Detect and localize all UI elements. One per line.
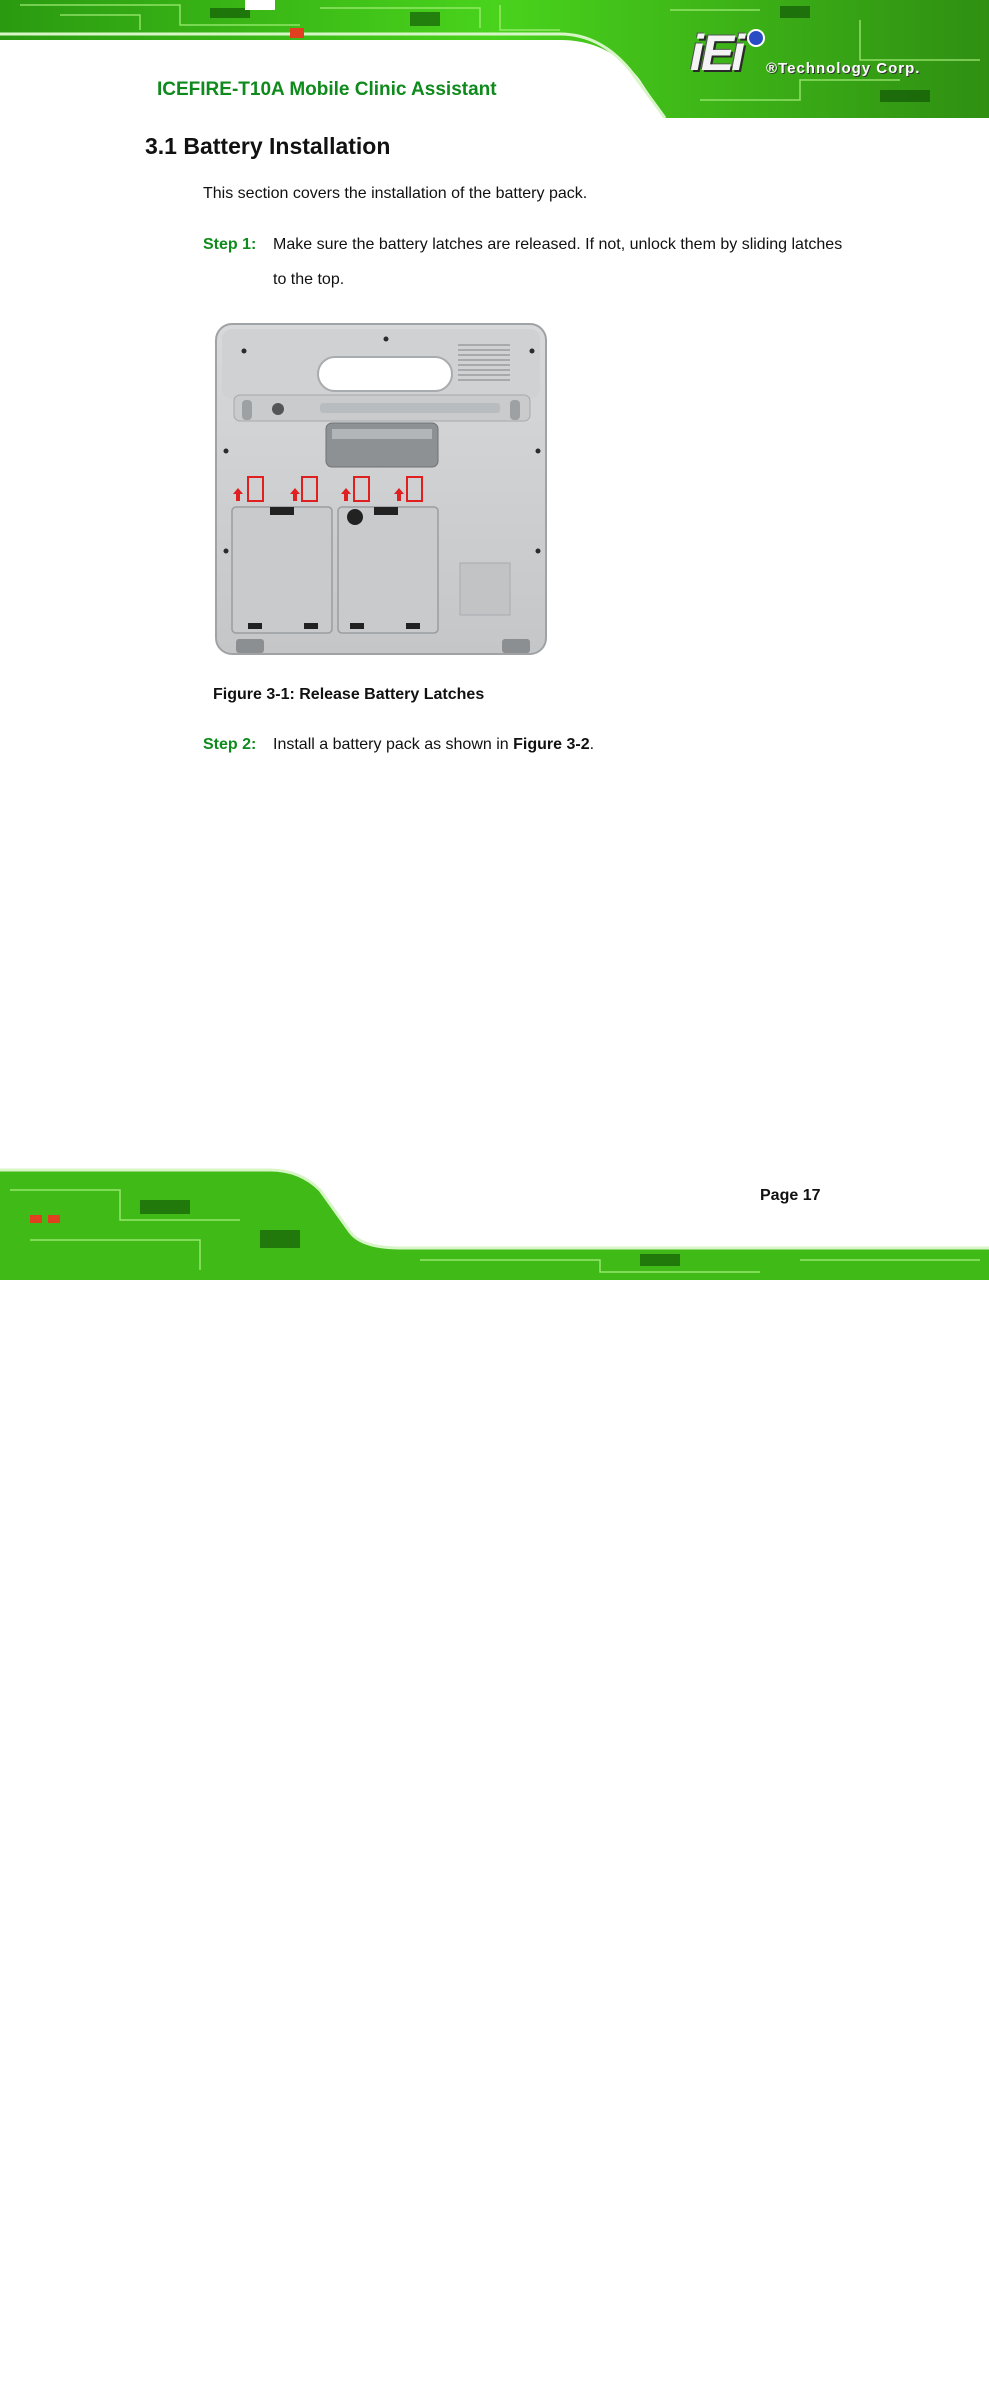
step-1-label: Step 1: <box>203 236 257 253</box>
figure-caption: Figure 3-1: Release Battery Latches <box>213 686 485 703</box>
logo-mark: iEi <box>690 25 743 81</box>
circuit-board-footer <box>0 1160 989 1280</box>
document-title: ICEFIRE-T10A Mobile Clinic Assistant <box>157 79 497 100</box>
watermark-logo: Bai 经验 <box>704 2330 864 2374</box>
step-2-text <box>273 736 594 754</box>
step-1-text: Make sure the battery latches are released. If not, unlock them by sliding latches <box>273 236 843 253</box>
watermark-url: jingyan.baidu.com <box>703 2367 932 2397</box>
page-footer <box>0 1160 989 2397</box>
section-heading: 3.1 Battery Installation <box>145 133 391 159</box>
figure-battery-latches <box>214 321 550 666</box>
logo-dot-icon <box>747 29 765 47</box>
section-intro: This section covers the installation of the battery pack. <box>203 185 588 202</box>
device-back-image <box>214 321 550 661</box>
page-number: Page 17 <box>760 1187 821 1204</box>
step-1-text-cont: to the top. <box>273 271 345 288</box>
logo-tagline: ®Technology Corp. <box>766 60 921 77</box>
step-2-text-end: . <box>589 736 595 753</box>
step-2-label: Step 2: <box>203 736 257 753</box>
figure-reference-link[interactable]: Figure 3-2 <box>513 736 590 753</box>
step-2-text-start: Install a battery pack as shown in <box>273 736 514 753</box>
page-header <box>0 0 989 118</box>
